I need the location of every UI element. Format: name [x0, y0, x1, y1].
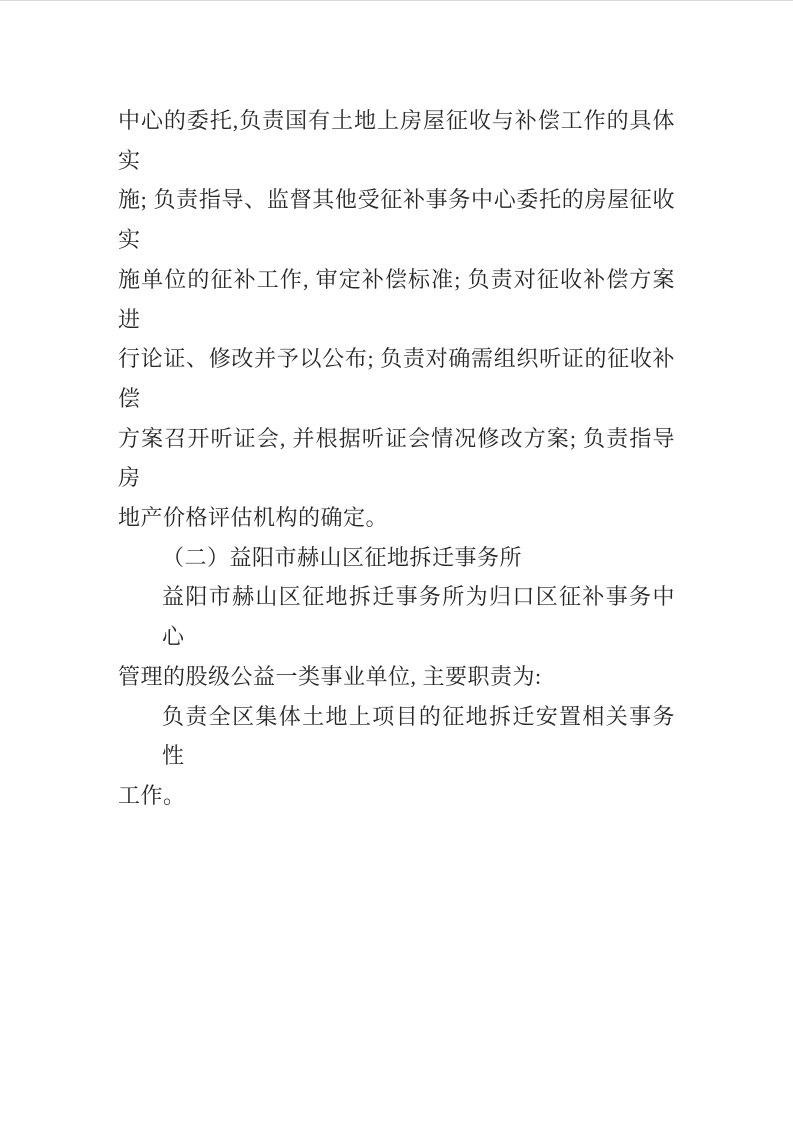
document-text-block [118, 101, 675, 816]
text-line: 方案召开听证会, 并根据听证会情况修改方案; 负责指导房 [118, 425, 675, 491]
section-heading [118, 538, 675, 578]
text-line: 行论证、修改并予以公布; 负责对确需组织听证的征收补偿 [118, 346, 675, 411]
body-paragraph [118, 577, 675, 696]
text-line: （二）益阳市赫山区征地拆迁事务所 [162, 544, 523, 570]
text-line: 施单位的征补工作, 审定补偿标准; 负责对征收补偿方案进 [118, 266, 675, 332]
text-line: 负责全区集体土地上项目的征地拆迁安置相关事务性 [162, 703, 675, 769]
text-line: 施; 负责指导、监督其他受征补事务中心委托的房屋征收实 [118, 187, 675, 253]
text-line: 工作。 [118, 782, 186, 808]
body-paragraph-continued [118, 101, 675, 538]
text-line: 益阳市赫山区征地拆迁事务所为归口区征补事务中心 [162, 584, 675, 650]
text-line: 地产价格评估机构的确定。 [118, 505, 389, 531]
body-paragraph [118, 697, 675, 816]
text-line: 管理的股级公益一类事业单位, 主要职责为: [118, 663, 542, 689]
text-line: 中心的委托,负责国有土地上房屋征收与补偿工作的具体实 [118, 108, 675, 173]
